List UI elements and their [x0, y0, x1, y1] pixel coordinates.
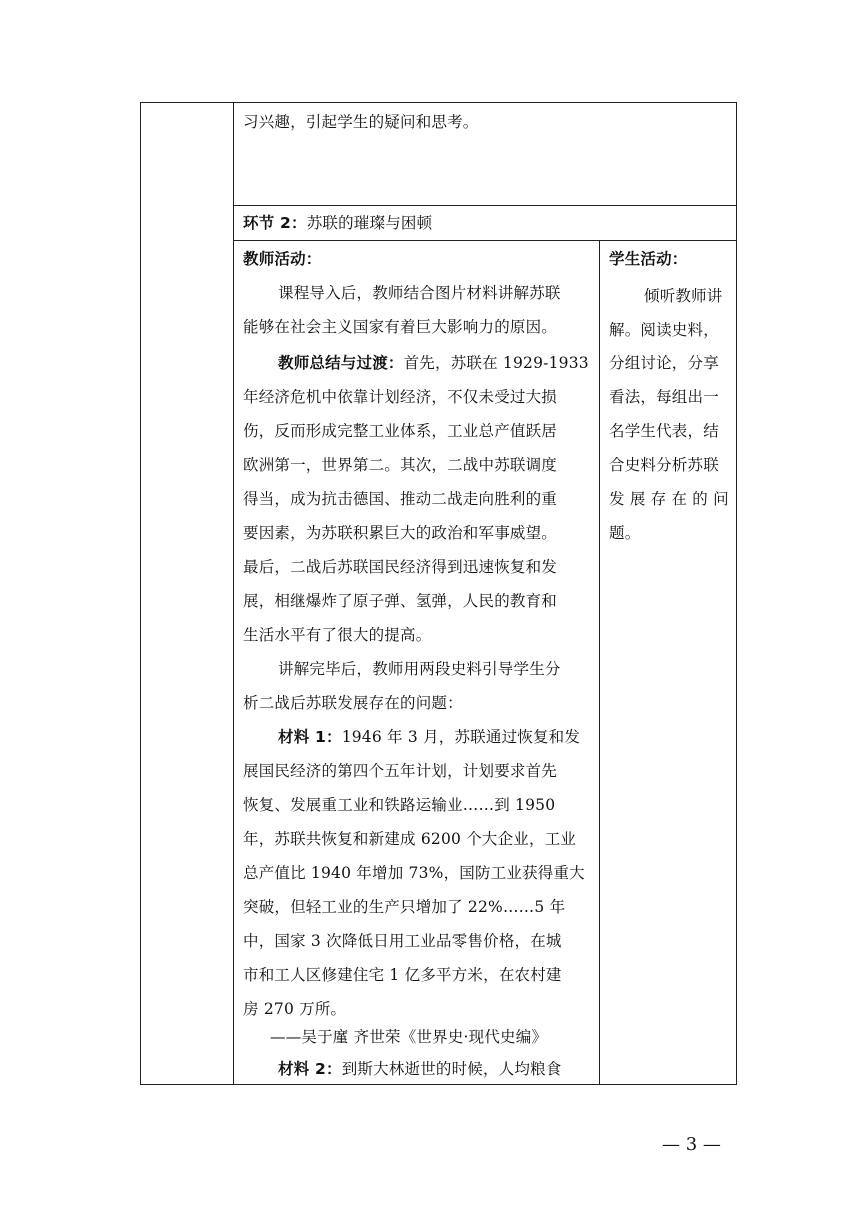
summary-label: 教师总结与过渡：	[278, 354, 404, 372]
teacher-after-line: 析二战后苏联发展存在的问题：	[243, 694, 463, 712]
page-number: — 3 —	[662, 1134, 721, 1155]
material1-line: 年，苏联共恢复和新建成 6200 个大企业，工业	[243, 830, 577, 848]
teacher-summary-line: 欧洲第一，世界第二。其次，二战中苏联调度	[243, 456, 558, 474]
material1-label: 材料 1：	[278, 728, 342, 746]
material1-line: 恢复、发展重工业和铁路运输业……到 1950	[243, 796, 556, 814]
summary-text: 首先，苏联在 1929-1933	[403, 354, 589, 372]
teacher-summary-line: 要因素，为苏联积累巨大的政治和军事威望。	[243, 524, 558, 542]
table-divider-section-row	[233, 240, 737, 241]
teacher-heading: 教师活动：	[243, 250, 322, 268]
student-line: 发 展 存 在 的 问	[609, 490, 729, 508]
teacher-summary-line	[278, 346, 589, 380]
table-divider-student-column	[599, 240, 600, 1085]
section-heading	[243, 206, 432, 240]
material2-text: 到斯大林逝世的时候，人均粮食	[341, 1060, 562, 1078]
material1-line	[278, 720, 580, 754]
teacher-summary-line: 最后，二战后苏联国民经济得到迅速恢复和发	[243, 558, 558, 576]
material1-line: 中，国家 3 次降低日用工业品零售价格，在城	[243, 932, 562, 950]
teacher-intro-line: 课程导入后，教师结合图片材料讲解苏联	[278, 284, 561, 302]
teacher-summary-line: 得当，成为抗击德国、推动二战走向胜利的重	[243, 490, 558, 508]
material1-line: 展国民经济的第四个五年计划，计划要求首先	[243, 762, 558, 780]
teacher-summary-line: 展，相继爆炸了原子弹、氢弹，人民的教育和	[243, 592, 558, 610]
material2-line	[278, 1052, 562, 1086]
teacher-summary-line: 年经济危机中依靠计划经济，不仅未受过大损	[243, 388, 558, 406]
student-line: 看法，每组出一	[609, 388, 719, 406]
teacher-summary-line: 伤，反而形成完整工业体系，工业总产值跃居	[243, 422, 558, 440]
student-line: 分组讨论，分享	[609, 354, 719, 372]
citation: ——吴于廑 齐世荣《世界史·现代史编》	[270, 1028, 548, 1046]
section-label: 环节 2：	[243, 214, 307, 232]
material2-label: 材料 2：	[278, 1060, 342, 1078]
student-line: 合史料分析苏联	[609, 456, 719, 474]
teacher-summary-line: 生活水平有了很大的提高。	[243, 626, 432, 644]
material1-line: 市和工人区修建住宅 1 亿多平方米，在农村建	[243, 966, 562, 984]
student-line: 倾听教师讲	[644, 287, 723, 305]
material1-text: 1946 年 3 月，苏联通过恢复和发	[341, 728, 581, 746]
student-line: 解。阅读史料，	[609, 321, 719, 339]
student-line: 名学生代表，结	[609, 422, 719, 440]
material1-line: 总产值比 1940 年增加 73%，国防工业获得重大	[243, 864, 585, 882]
teacher-intro-line: 能够在社会主义国家有着巨大影响力的原因。	[243, 318, 558, 336]
material1-line: 房 270 万所。	[243, 1000, 347, 1018]
student-line: 题。	[609, 524, 641, 542]
top-row-text: 习兴趣，引起学生的疑问和思考。	[243, 113, 479, 131]
section-title: 苏联的璀璨与困顿	[306, 214, 433, 232]
material1-line: 突破，但轻工业的生产只增加了 22%……5 年	[243, 898, 566, 916]
teacher-after-line: 讲解完毕后，教师用两段史料引导学生分	[278, 660, 561, 678]
student-heading: 学生活动：	[609, 250, 688, 268]
table-divider-left-column	[233, 102, 234, 1085]
